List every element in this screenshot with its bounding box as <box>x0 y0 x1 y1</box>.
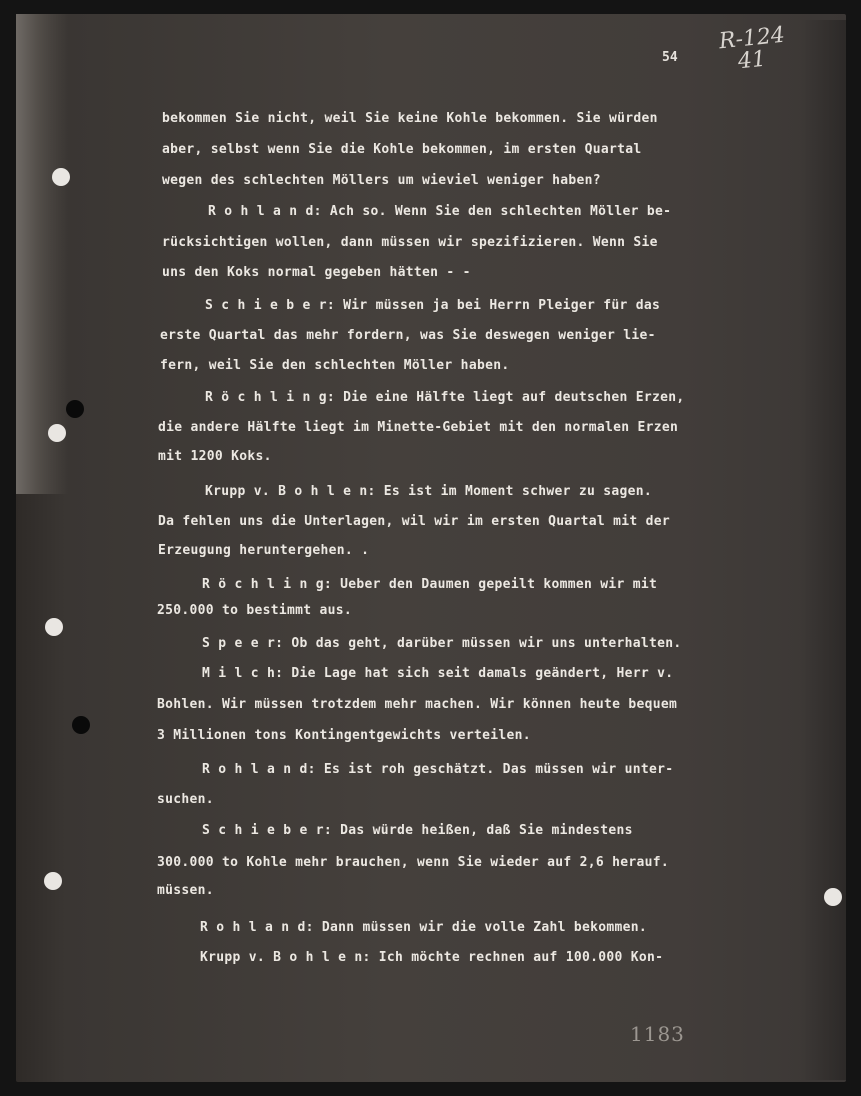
text-line: mit 1200 Koks. <box>158 449 272 464</box>
page-edge-glare <box>16 14 68 494</box>
text-line: wegen des schlechten Möllers um wieviel weniger haben? <box>162 173 601 188</box>
page-right-shadow <box>800 20 846 1080</box>
text-line: R o h l a n d: Es ist roh geschätzt. Das müssen wir unter- <box>202 762 674 777</box>
text-line: uns den Koks normal gegeben hätten - - <box>162 265 471 280</box>
text-line: die andere Hälfte liegt im Minette-Gebiet mit den normalen Erzen <box>158 420 679 435</box>
handwritten-ref-line: 41 <box>736 46 768 75</box>
punch-hole <box>48 424 66 442</box>
text-line: suchen. <box>157 792 214 807</box>
text-line: Da fehlen uns die Unterlagen, wil wir im ersten Quartal mit der <box>158 514 670 529</box>
text-line: R ö c h l i n g: Die eine Hälfte liegt auf deutschen Erzen, <box>205 390 685 405</box>
text-line: R o h l a n d: Ach so. Wenn Sie den schlechten Möller be- <box>208 204 672 219</box>
punch-hole <box>52 168 70 186</box>
text-line: 3 Millionen tons Kontingentgewichts verteilen. <box>157 728 531 743</box>
punch-hole <box>44 872 62 890</box>
text-line: Erzeugung heruntergehen. . <box>158 543 370 558</box>
text-line: 250.000 to bestimmt aus. <box>157 603 353 618</box>
punch-hole <box>66 400 84 418</box>
text-line: müssen. <box>157 883 214 898</box>
punch-hole <box>824 888 842 906</box>
text-line: bekommen Sie nicht, weil Sie keine Kohle bekommen. Sie würden <box>162 111 658 126</box>
text-line: Krupp v. B o h l e n: Ich möchte rechnen auf 100.000 Kon- <box>200 950 664 965</box>
archive-stamp-number: 1183 <box>630 1022 685 1046</box>
text-line: S c h i e b e r: Wir müssen ja bei Herrn Pleiger für das <box>205 298 661 313</box>
text-line: S p e e r: Ob das geht, darüber müssen wir uns unterhalten. <box>202 636 682 651</box>
page-number: 54 <box>662 50 678 65</box>
punch-hole <box>72 716 90 734</box>
handwritten-ref-line: R-124 <box>717 22 787 55</box>
text-line: Krupp v. B o h l e n: Es ist im Moment schwer zu sagen. <box>205 484 652 499</box>
text-line: Bohlen. Wir müssen trotzdem mehr machen. Wir können heute bequem <box>157 697 678 712</box>
text-line: rücksichtigen wollen, dann müssen wir spezifizieren. Wenn Sie <box>162 235 658 250</box>
punch-hole <box>45 618 63 636</box>
text-line: 300.000 to Kohle mehr brauchen, wenn Sie wieder auf 2,6 herauf. <box>157 855 669 870</box>
text-line: fern, weil Sie den schlechten Möller haben. <box>160 358 510 373</box>
text-line: S c h i e b e r: Das würde heißen, daß Sie mindestens <box>202 823 633 838</box>
text-line: M i l c h: Die Lage hat sich seit damals geändert, Herr v. <box>202 666 674 681</box>
handwritten-reference <box>712 22 792 75</box>
text-line: R o h l a n d: Dann müssen wir die volle Zahl bekommen. <box>200 920 647 935</box>
text-line: R ö c h l i n g: Ueber den Daumen gepeilt kommen wir mit <box>202 577 658 592</box>
text-line: aber, selbst wenn Sie die Kohle bekommen, im ersten Quartal <box>162 142 642 157</box>
text-line: erste Quartal das mehr fordern, was Sie deswegen weniger lie- <box>160 328 656 343</box>
